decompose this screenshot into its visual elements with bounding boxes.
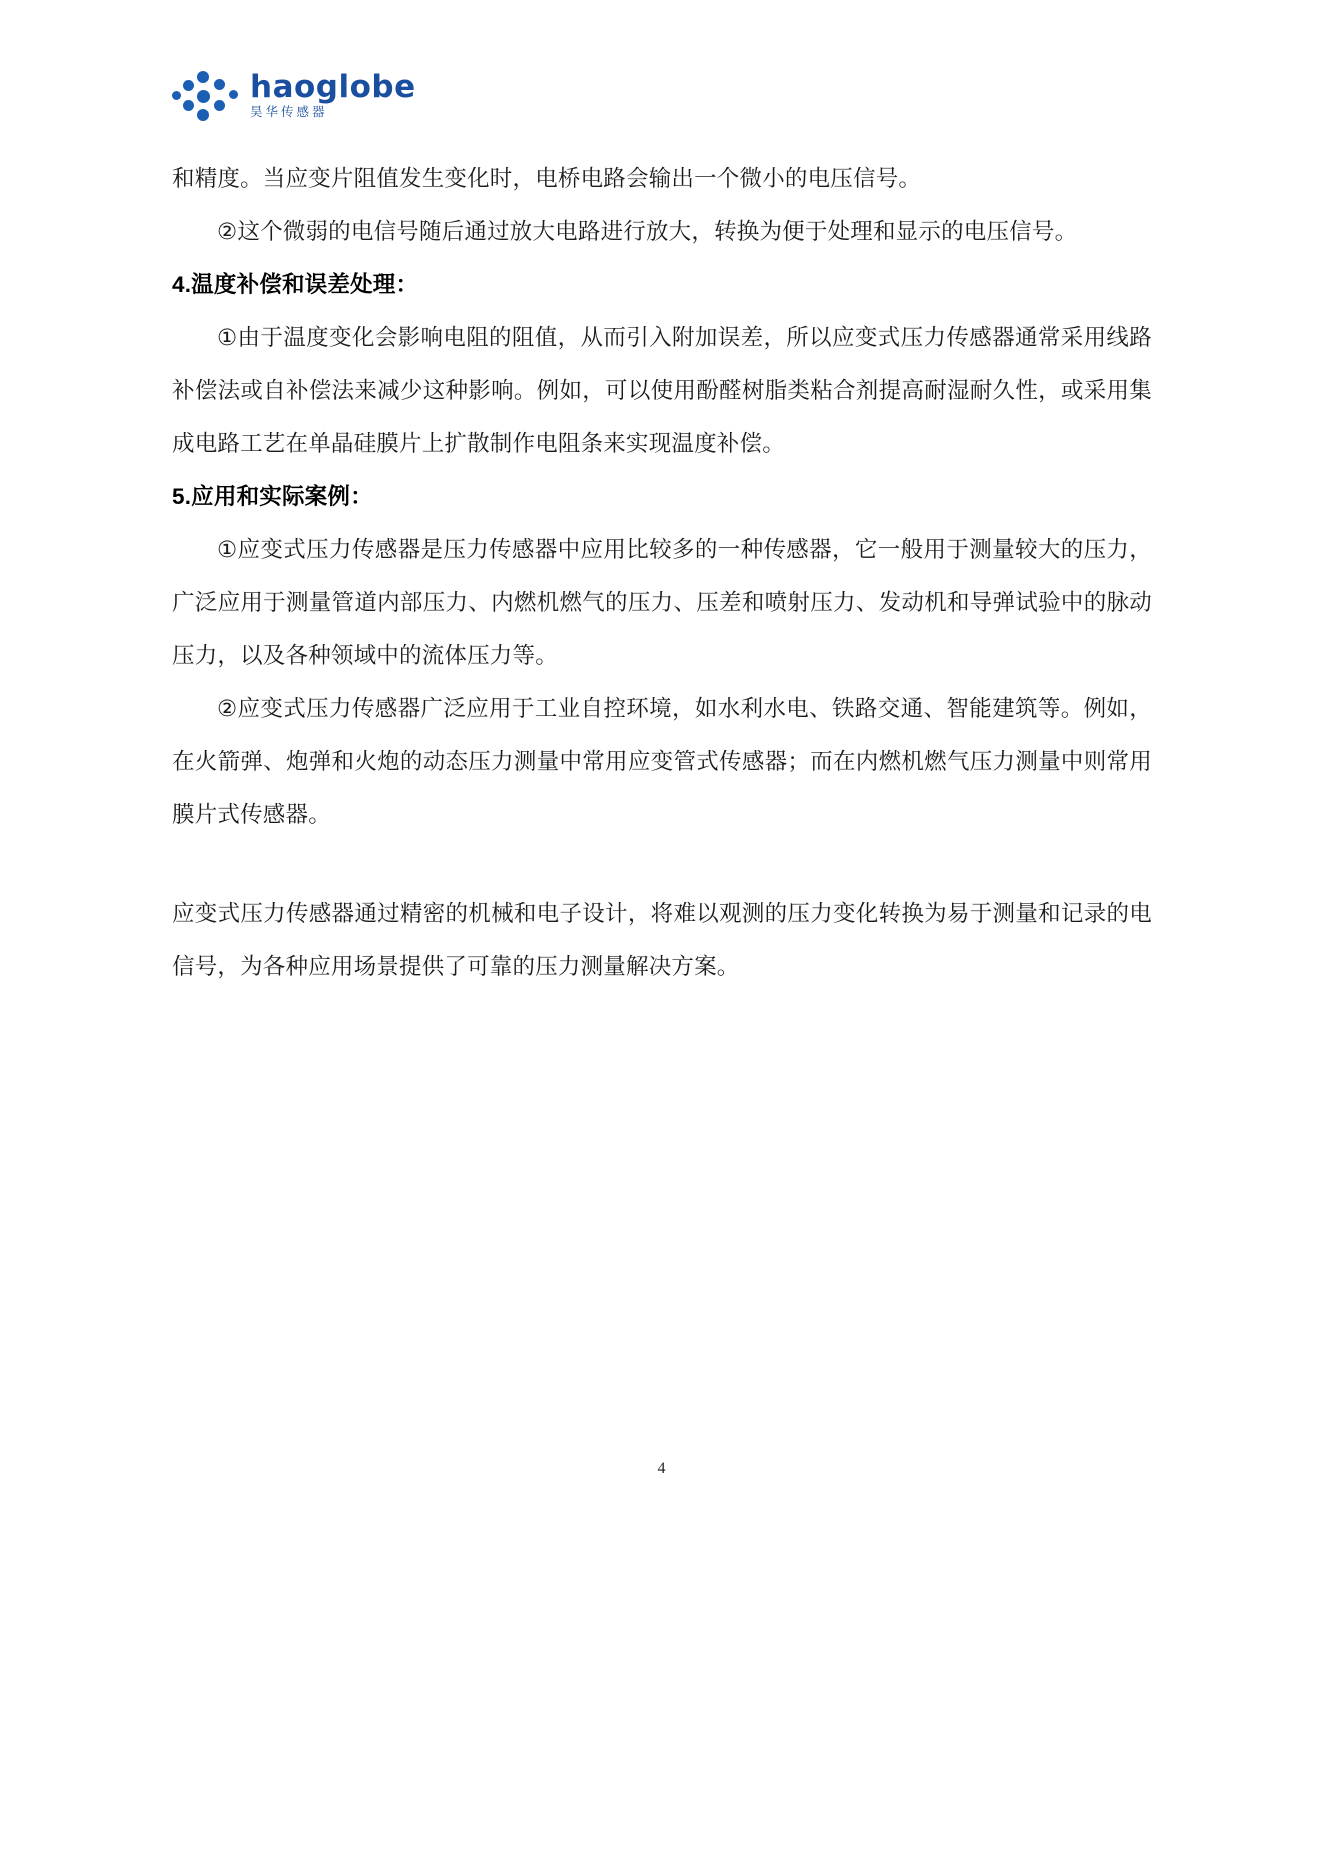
paragraph-1: 和精度。当应变片阻值发生变化时，电桥电路会输出一个微小的电压信号。 [172,166,922,191]
logo-text [250,68,416,119]
page-number: 4 [657,1460,666,1477]
paragraph-5: ②应变式压力传感器广泛应用于工业自控环境，如水利水电、铁路交通、智能建筑等。例如，在火箭弹、炮弹和火炮的动态压力测量中常用应变管式传感器；而在内燃机燃气压力测量中则常用膜片式传感器。 [172,696,1152,827]
paragraph-4: ①应变式压力传感器是压力传感器中应用比较多的一种传感器，它一般用于测量较大的压力，广泛应用于测量管道内部压力、内燃机燃气的压力、压差和喷射压力、发动机和导弹试验中的脉动压力，以及各种领域中的流体压力等。 [172,537,1152,668]
paragraph-2: ②这个微弱的电信号随后通过放大电路进行放大，转换为便于处理和显示的电压信号。 [217,219,1078,244]
page-content [172,60,1152,993]
paragraph-spacer [172,841,1152,887]
logo-subtitle: 昊华传感器 [250,104,328,119]
paragraph-6: 应变式压力传感器通过精密的机械和电子设计，将难以观测的压力变化转换为易于测量和记录的电信号，为各种应用场景提供了可靠的压力测量解决方案。 [172,901,1152,979]
section-heading-4: 4.温度补偿和误差处理： [172,272,419,297]
company-logo [172,60,1152,130]
haoglobe-dots-icon [172,69,246,121]
logo-wordmark: haoglobe [250,68,416,105]
paragraph-3: ①由于温度变化会影响电阻的阻值，从而引入附加误差，所以应变式压力传感器通常采用线路补偿法或自补偿法来减少这种影响。例如，可以使用酚醛树脂类粘合剂提高耐湿耐久性，或采用集成电路工艺在单晶硅膜片上扩散制作电阻条来实现温度补偿。 [172,325,1152,456]
section-heading-5: 5.应用和实际案例： [172,484,373,509]
